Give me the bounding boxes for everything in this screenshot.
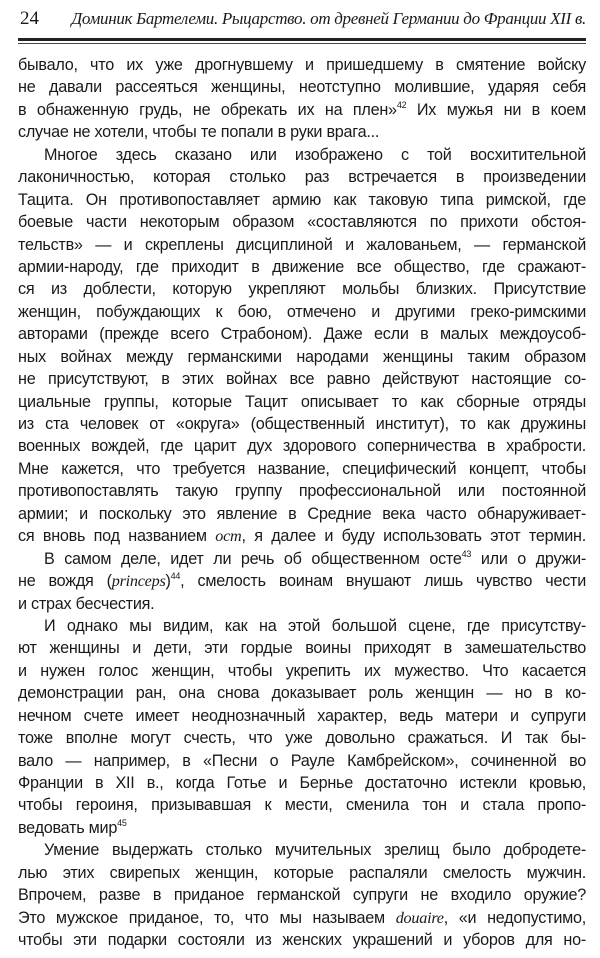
italic-term: ост: [215, 527, 242, 546]
text-run: Умение выдержать столько мучительных зрелищ было добродете-: [44, 841, 586, 860]
text-line: [18, 525, 586, 547]
footnote-ref: 43: [461, 548, 472, 559]
text-run: ют женщины и дети, эти гордые воины приходят в замешательство: [18, 639, 586, 658]
text-line: [18, 413, 586, 435]
text-line: [18, 705, 586, 727]
text-run: , «и недопустимо,: [443, 908, 586, 927]
text-run: , я далее и буду использовать этот термин.: [241, 527, 586, 546]
text-run: в обнаженную грудь, не обрекать их на плен»: [18, 100, 397, 119]
text-run: , смелость воинам внушают лишь чувство чести: [180, 572, 586, 591]
text-run: армии-народу, где приходит в движение все общество, где сражают-: [18, 257, 586, 276]
text-line: [18, 637, 586, 659]
header-rule-thick: [18, 38, 586, 41]
running-title: Доминик Бартелеми. Рыцарство. от древней Германии до Франции XII в.: [71, 9, 586, 28]
text-line: [18, 256, 586, 278]
footnote-ref: 45: [117, 817, 127, 828]
text-run: вало — например, в «Песни о Рауле Камбрейском», сочиненной во: [18, 751, 586, 770]
text-line: [18, 76, 586, 98]
text-line: [18, 435, 586, 457]
text-line: [18, 211, 586, 233]
text-line: [18, 346, 586, 368]
text-line: [18, 929, 586, 951]
text-run: В самом деле, идет ли речь об общественном осте: [44, 549, 462, 568]
text-run: лаконичностью, которая столько раз встречается в произведении: [18, 168, 586, 187]
text-run: ся из доблести, которую укрепляют мольбы близких. Присутствие: [18, 280, 586, 299]
text-run: авторами (прежде всего Страбоном). Даже если в малых междоусоб-: [18, 325, 586, 344]
text-run: Впрочем, разве в приданое германской супруги не входило оружие?: [18, 886, 586, 905]
text-run: циальные группы, которые Тацит описывает то как сборные отряды: [18, 392, 586, 411]
text-run: случае не хотели, чтобы те попали в руки врага...: [18, 123, 380, 142]
footnote-ref: 44: [170, 571, 181, 582]
text-line: [18, 121, 586, 143]
text-line: [18, 794, 586, 816]
text-run: Франции в XII в., когда Готье и Бернье достаточно истекли кровью,: [18, 774, 586, 792]
text-line: [18, 391, 586, 413]
text-line: [18, 301, 586, 323]
text-line: [18, 615, 586, 637]
text-run: Их мужья ни в коем: [406, 100, 587, 119]
text-line: [18, 570, 586, 592]
text-run: Многое здесь сказано или изображено с той восхитительной: [44, 145, 586, 164]
text-run: и страх бесчестия.: [18, 594, 155, 613]
text-line: [18, 548, 586, 570]
text-run: женщин, побуждающих к бою, отмечено и другими греко-римскими: [18, 302, 586, 321]
text-run: Тацита. Он противопоставляет армию как таковую типа римской, где: [18, 190, 586, 209]
text-run: военных вождей, где царит дух здорового соперничества в храбрости.: [18, 437, 586, 456]
text-run: Это мужское приданое, то, что мы называем: [18, 908, 396, 927]
footnote-ref: 42: [396, 99, 407, 110]
running-header: [18, 6, 586, 32]
text-line: [18, 99, 586, 121]
text-line: [18, 907, 586, 929]
text-run: ведовать мир: [18, 818, 118, 837]
text-run: не давали рассеяться женщины, неотступно молившие, ударяя себя: [18, 78, 586, 97]
text-run: чтобы героиня, призывавшая к мести, сменила тон и стала пропо-: [18, 796, 586, 815]
text-line: [18, 234, 586, 256]
text-run: не присутствуют, в этих войнах все равно действуют настоящие со-: [18, 370, 586, 389]
text-line: [18, 503, 586, 525]
text-line: [18, 480, 586, 502]
text-line: [18, 323, 586, 345]
text-line: [18, 727, 586, 749]
text-run: боевые части некоторым образом «составляются по прихоти обстоя-: [18, 213, 586, 232]
italic-term: douaire: [395, 908, 444, 927]
text-run: тельств» — и скреплены дисциплиной и жалованьем, — германской: [18, 235, 586, 254]
text-run: лью этих свирепых женщин, которые распаляли смелость мужчин.: [18, 863, 586, 882]
page-number: 24: [20, 8, 39, 29]
text-run: нечном счете имеет неоднозначный характер, ведь матери и супруги: [18, 706, 586, 725]
text-line: [18, 884, 586, 906]
text-line: [18, 368, 586, 390]
text-line: [18, 278, 586, 300]
header-rule-thin: [18, 43, 586, 44]
italic-term: princeps: [111, 572, 166, 591]
text-run: тоже вполне могут счесть, что уже довольно сражаться. И так бы-: [18, 729, 586, 748]
text-line: [18, 682, 586, 704]
text-line: [18, 750, 586, 772]
text-line: [18, 144, 586, 166]
text-run: армии; и поскольку это явление в Средние века часто обнаруживает-: [18, 504, 586, 523]
text-run: и нужен голос женщин, чтобы укрепить их мужество. Что касается: [18, 661, 586, 680]
text-run: ): [165, 572, 171, 591]
text-run: демонстрации ран, она снова доказывает роль женщин — но в ко-: [18, 684, 586, 703]
text-run: противопоставлять такую группу профессиональной или постоянной: [18, 482, 586, 501]
text-run: бывало, что их уже дрогнувшему и пришедшему в смятение войску: [18, 56, 586, 74]
text-run: чтобы эти подарки состояли из женских украшений и уборов для но-: [18, 931, 586, 950]
text-line: [18, 817, 586, 839]
text-line: [18, 839, 586, 861]
text-line: [18, 772, 586, 794]
text-line: [18, 862, 586, 884]
body-text: [18, 54, 586, 952]
text-line: [18, 166, 586, 188]
text-run: И однако мы видим, как на этой большой сцене, где присутству-: [44, 616, 586, 635]
text-line: [18, 458, 586, 480]
text-line: [18, 54, 586, 76]
text-run: не вождя (: [18, 572, 112, 591]
text-run: ся вновь под названием: [18, 527, 216, 546]
text-line: [18, 189, 586, 211]
text-run: из ста человек от «округа» (общественный институт), то как дружины: [18, 415, 586, 433]
text-line: [18, 660, 586, 682]
text-line: [18, 593, 586, 615]
text-run: или о дружи-: [471, 549, 586, 568]
text-run: Мне кажется, что требуется название, специфический концепт, чтобы: [18, 459, 586, 478]
text-run: ных войнах между германскими народами женщины таким образом: [18, 347, 586, 366]
